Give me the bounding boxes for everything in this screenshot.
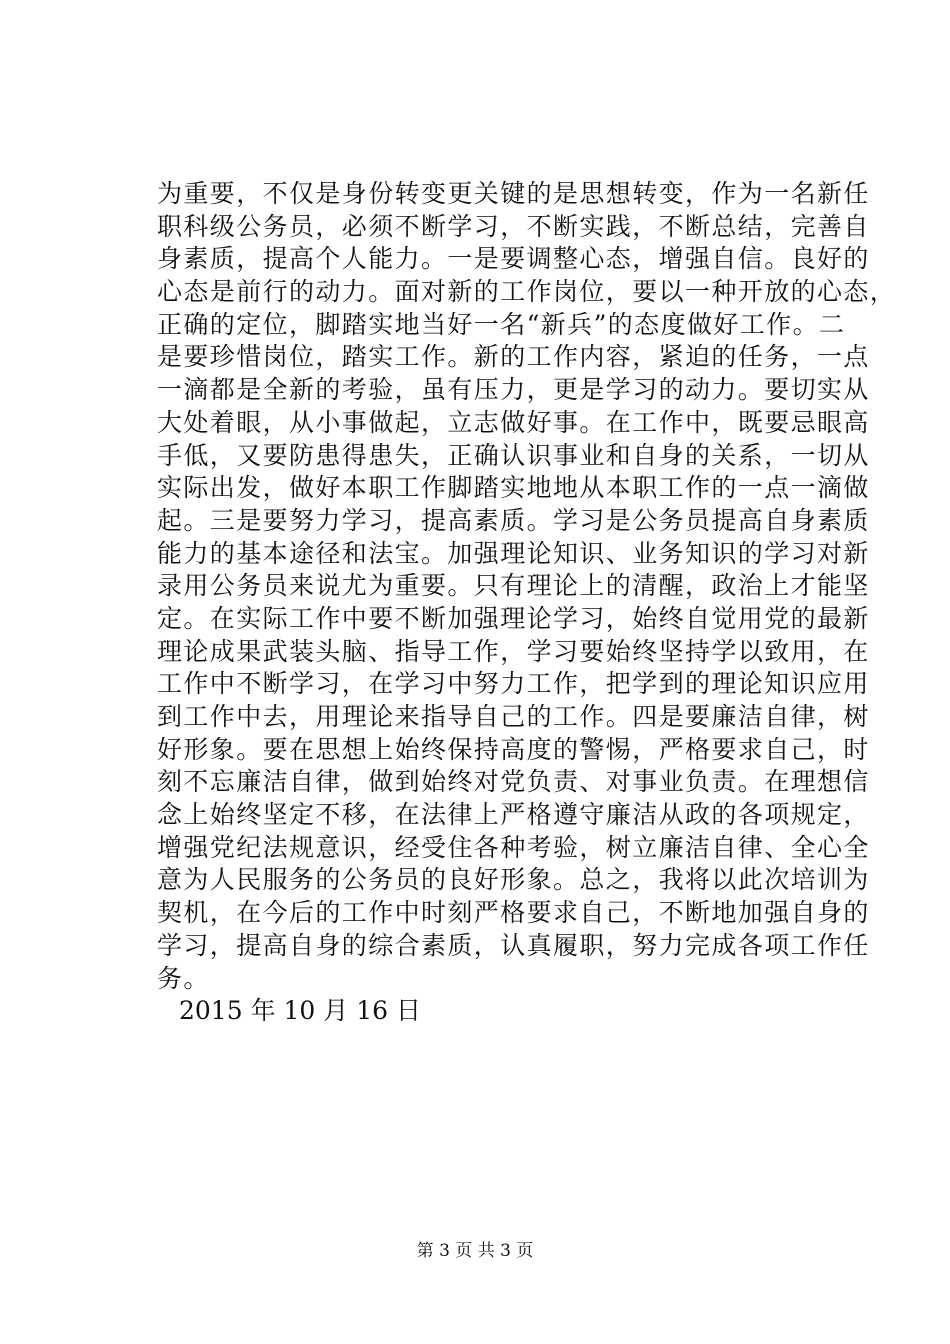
text-line: 学习，提高自身的综合素质，认真履职，努力完成各项工作任 — [157, 930, 870, 960]
text-line: 理论成果武装头脑、指导工作，学习要始终坚持学以致用，在 — [157, 636, 870, 666]
text-line: 心态是前行的动力。面对新的工作岗位，要以一种开放的心态， — [157, 277, 897, 307]
text-line: 大处着眼，从小事做起，立志做好事。在工作中，既要忌眼高 — [157, 407, 870, 437]
text-line: 为重要，不仅是身份转变更关键的是思想转变，作为一名新任 — [157, 179, 870, 208]
text-line: 定。在实际工作中要不断加强理论学习，始终自觉用党的最新 — [157, 603, 870, 633]
text-line: 一滴都是全新的考验，虽有压力，更是学习的动力。要切实从 — [157, 375, 870, 405]
document-date: 2015 年 10 月 16 日 — [179, 996, 421, 1026]
text-line: 手低，又要防患得患失，正确认识事业和自身的关系，一切从 — [157, 440, 870, 470]
text-line: 刻不忘廉洁自律，做到始终对党负责、对事业负责。在理想信 — [157, 767, 870, 797]
text-line: 是要珍惜岗位，踏实工作。新的工作内容，紧迫的任务，一点 — [157, 342, 870, 372]
text-line: 务。 — [157, 963, 210, 993]
text-line: 起。三是要努力学习，提高素质。学习是公务员提高自身素质 — [157, 505, 870, 535]
text-line: 职科级公务员，必须不断学习，不断实践，不断总结，完善自 — [157, 211, 870, 241]
text-line: 正确的定位，脚踏实地当好一名“新兵”的态度做好工作。二 — [157, 309, 846, 339]
text-line: 工作中不断学习，在学习中努力工作，把学到的理论知识应用 — [157, 669, 870, 699]
text-line: 实际出发，做好本职工作脚踏实地地从本职工作的一点一滴做 — [157, 473, 870, 503]
text-line: 能力的基本途径和法宝。加强理论知识、业务知识的学习对新 — [157, 538, 870, 568]
page-number-footer: 第 3 页 共 3 页 — [416, 1241, 534, 1261]
text-line: 录用公务员来说尤为重要。只有理论上的清醒，政治上才能坚 — [157, 571, 870, 601]
text-line: 念上始终坚定不移，在法律上严格遵守廉洁从政的各项规定， — [157, 800, 870, 830]
text-line: 到工作中去，用理论来指导自己的工作。四是要廉洁自律，树 — [157, 702, 870, 731]
text-line: 意为人民服务的公务员的良好形象。总之，我将以此次培训为 — [157, 865, 870, 895]
text-line: 好形象。要在思想上始终保持高度的警惕，严格要求自己，时 — [157, 734, 870, 764]
text-line: 契机，在今后的工作中时刻严格要求自己，不断地加强自身的 — [157, 898, 870, 928]
text-line: 身素质，提高个人能力。一是要调整心态，增强自信。良好的 — [157, 244, 870, 274]
text-line: 增强党纪法规意识，经受住各种考验，树立廉洁自律、全心全 — [157, 832, 870, 862]
body-text — [157, 178, 897, 1028]
